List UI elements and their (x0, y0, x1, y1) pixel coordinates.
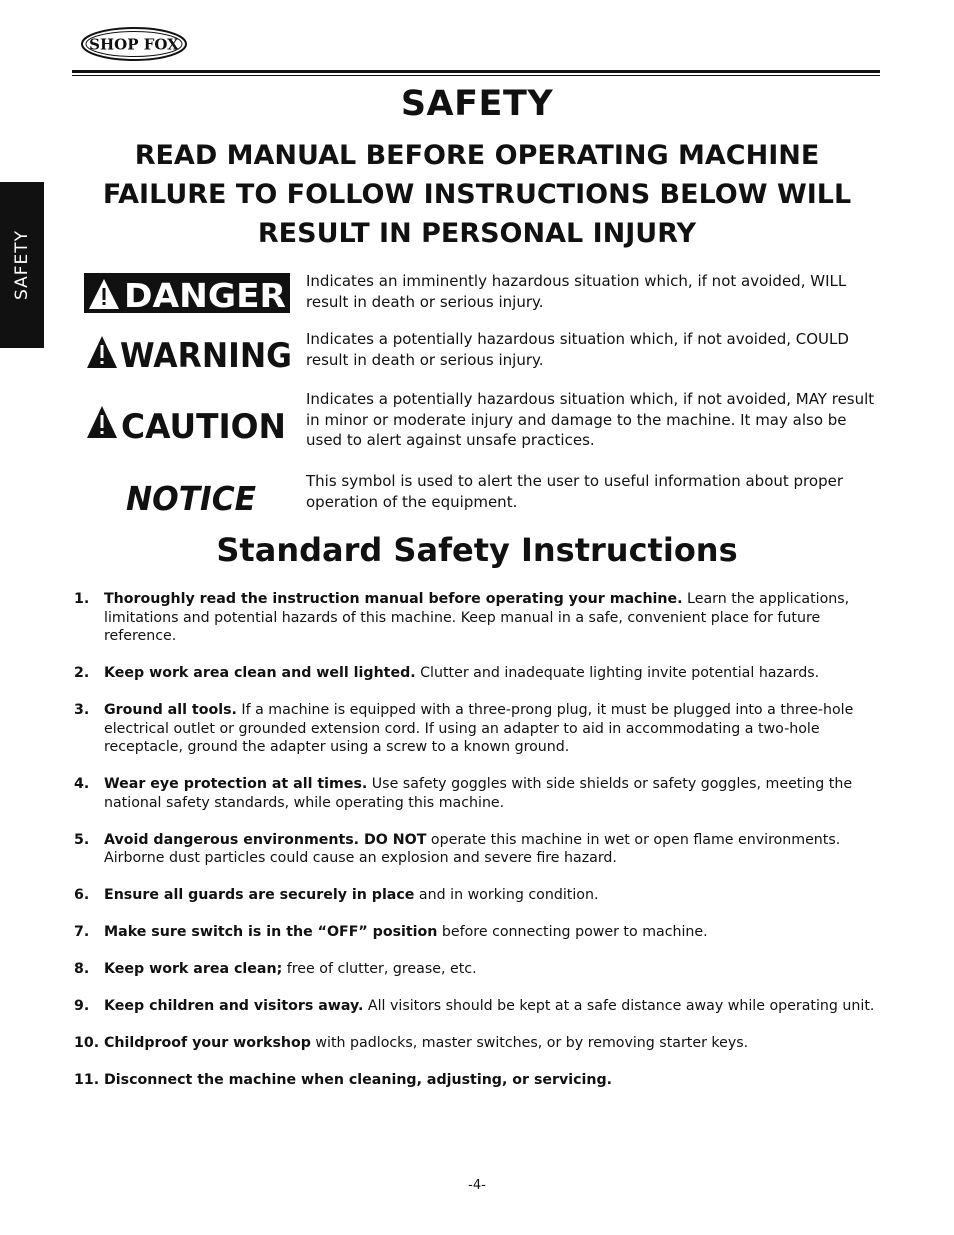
notice-description: This symbol is used to alert the user to useful information about proper operation of the equipment. (306, 472, 843, 511)
item-bold-text: Keep work area clean and well lighted. (104, 665, 416, 681)
list-item (74, 1071, 880, 1090)
item-number: 11. (74, 1072, 100, 1088)
item-number: 3. (74, 702, 90, 718)
item-number: 8. (74, 961, 90, 977)
header-rule-thin (72, 75, 880, 76)
item-bold-text: Childproof your workshop (104, 1035, 311, 1051)
item-number: 2. (74, 665, 90, 681)
item-text: If a machine is equipped with a three-prong plug, it must be plugged into a three-hole electrical outlet or grounded extension cord. If using an adapter to aid in accommodating a two-hole receptacle, ground the adapter using a screw to a known ground. (104, 702, 854, 755)
caution-description: Indicates a potentially hazardous situation which, if not avoided, MAY result in minor or moderate injury and damage to the machine. It may also be used to alert against unsafe practices. (306, 390, 875, 449)
warning-label (84, 330, 294, 376)
shop-fox-logo (80, 26, 188, 62)
notice-word: NOTICE (126, 479, 257, 518)
page-number: -4- (468, 1178, 486, 1193)
danger-description: Indicates an imminently hazardous situation which, if not avoided, WILL result in death or serious injury. (306, 272, 847, 311)
item-bold-text: Make sure switch is in the “OFF” position (104, 924, 438, 940)
subtitle-line: FAILURE TO FOLLOW INSTRUCTIONS BELOW WILL (102, 179, 852, 210)
list-item (74, 886, 880, 905)
list-item (74, 775, 880, 812)
list-item (74, 960, 880, 979)
item-number: 6. (74, 887, 90, 903)
item-text: Use safety goggles with side shields or safety goggles, meeting the national safety standards, while operating this machine. (104, 776, 853, 811)
item-text: All visitors should be kept at a safe distance away while operating unit. (363, 998, 875, 1014)
item-text: before connecting power to machine. (437, 924, 708, 940)
side-section-tab (0, 182, 44, 348)
warning-description: Indicates a potentially hazardous situation which, if not avoided, COULD result in death or serious injury. (306, 330, 849, 369)
caution-word: CAUTION (121, 407, 286, 446)
list-item (74, 1034, 880, 1053)
side-tab-label: SAFETY (12, 229, 32, 301)
page-title: SAFETY (400, 84, 554, 124)
caution-label (84, 400, 294, 446)
item-text: Learn the applications, limitations and potential hazards of this machine. Keep manual in a safe, convenient place for future reference. (104, 591, 850, 644)
item-number: 7. (74, 924, 90, 940)
warning-word: WARNING (120, 336, 292, 376)
item-text: with padlocks, master switches, or by removing starter keys. (310, 1035, 749, 1051)
item-bold-text: Avoid dangerous environments. DO NOT (104, 831, 427, 848)
item-number: 1. (74, 591, 90, 607)
item-bold-text: Keep children and visitors away. (104, 998, 364, 1014)
list-item (74, 590, 880, 646)
item-number: 10. (74, 1035, 100, 1051)
header-rule-thick (72, 70, 880, 73)
item-bold-text: Ensure all guards are securely in place (104, 887, 415, 903)
item-number: 9. (74, 998, 90, 1014)
list-item (74, 997, 880, 1016)
item-bold-text: Wear eye protection at all times. (104, 776, 368, 792)
subtitle-line: READ MANUAL BEFORE OPERATING MACHINE (134, 140, 820, 171)
item-bold-text: Keep work area clean; (104, 961, 283, 977)
item-text: free of clutter, grease, etc. (282, 961, 477, 977)
list-item (74, 831, 880, 868)
item-bold-text: Disconnect the machine when cleaning, adjusting, or servicing. (104, 1072, 613, 1088)
item-number: 5. (74, 831, 90, 848)
list-item (74, 664, 880, 683)
page-subtitle (60, 136, 894, 253)
shop-fox-logo-graphic (80, 26, 188, 62)
list-item (74, 701, 880, 757)
item-bold-text: Ground all tools. (104, 702, 237, 718)
item-number: 4. (74, 776, 90, 792)
danger-label (84, 271, 294, 317)
instruction-list (74, 590, 880, 1108)
item-text: and in working condition. (414, 887, 599, 903)
logo-text: SHOP FOX (89, 35, 179, 54)
list-item (74, 923, 880, 942)
item-bold-text: Thoroughly read the instruction manual before operating your machine. (104, 591, 683, 607)
item-text: operate this machine in wet or open flame environments. Airborne dust particles could cause an explosion and severe fire hazard. (104, 831, 841, 866)
item-text: Clutter and inadequate lighting invite potential hazards. (415, 665, 820, 681)
subtitle-line: RESULT IN PERSONAL INJURY (257, 218, 697, 249)
notice-label (84, 474, 294, 520)
danger-word: DANGER (124, 276, 286, 315)
section-title: Standard Safety Instructions (216, 531, 738, 569)
